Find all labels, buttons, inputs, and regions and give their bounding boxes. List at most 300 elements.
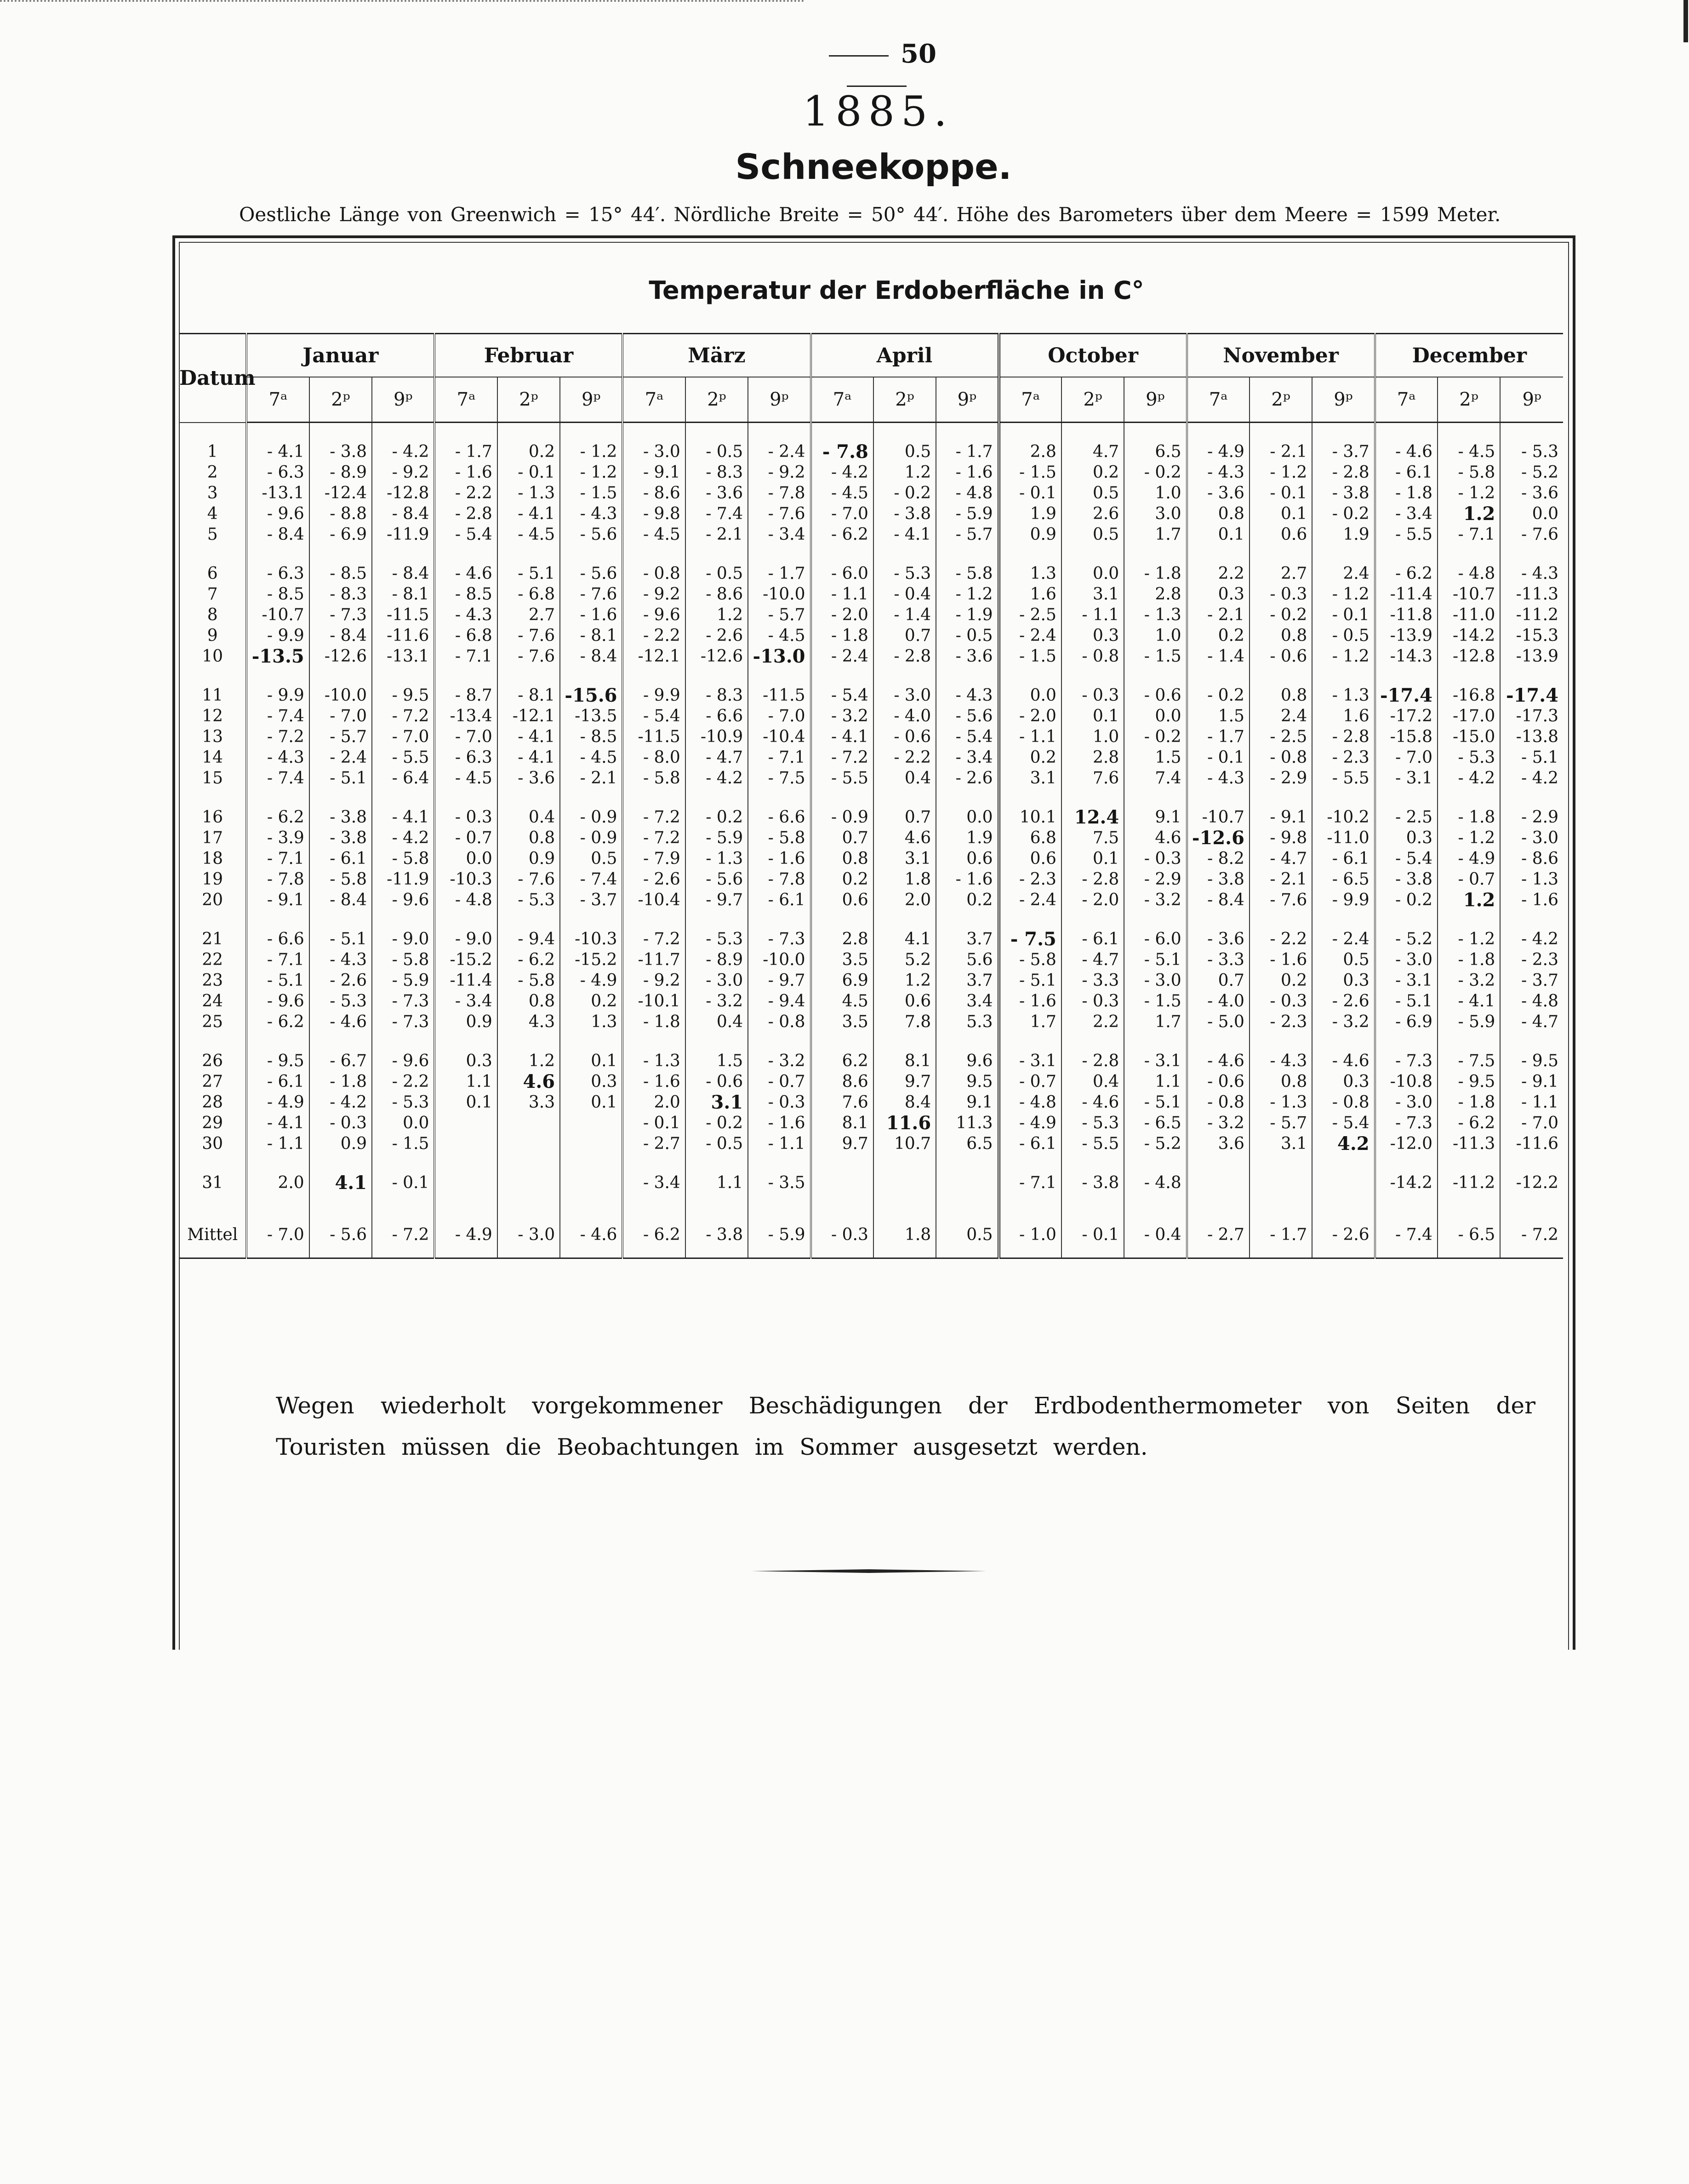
spacer-cell bbox=[309, 1193, 372, 1212]
value-cell: -15.2 bbox=[560, 949, 622, 970]
value-cell: - 8.4 bbox=[1187, 890, 1250, 910]
table-row bbox=[179, 462, 1563, 483]
value-cell: - 8.6 bbox=[622, 483, 685, 503]
value-cell: - 7.5 bbox=[748, 768, 810, 789]
value-cell: - 0.9 bbox=[560, 828, 622, 848]
spacer-cell bbox=[246, 1032, 309, 1051]
spacer-cell bbox=[873, 1193, 936, 1212]
value-cell: - 6.8 bbox=[497, 584, 560, 605]
value-cell: -11.6 bbox=[1500, 1133, 1563, 1154]
spacer-cell bbox=[748, 1154, 810, 1172]
value-cell: - 4.1 bbox=[246, 441, 309, 462]
value-cell: - 3.1 bbox=[1375, 768, 1438, 789]
value-cell: - 3.2 bbox=[685, 991, 748, 1012]
value-cell: 1.7 bbox=[1124, 524, 1187, 545]
value-cell: - 4.1 bbox=[497, 747, 560, 768]
value-cell: - 3.0 bbox=[1500, 828, 1563, 848]
value-cell: - 8.4 bbox=[309, 625, 372, 646]
hour-header: 9ᵖ bbox=[560, 377, 622, 423]
spacer-cell bbox=[1438, 1154, 1500, 1172]
spacer-cell bbox=[372, 789, 434, 807]
value-cell: 1.2 bbox=[873, 970, 936, 991]
value-cell: 2.7 bbox=[497, 605, 560, 625]
value-cell: 1.2 bbox=[1438, 503, 1500, 524]
value-cell: - 5.9 bbox=[936, 503, 999, 524]
datum-cell: 23 bbox=[202, 971, 223, 990]
spacer-cell bbox=[560, 789, 622, 807]
spacer-cell bbox=[1312, 545, 1375, 563]
table-row bbox=[179, 929, 1563, 949]
spacer-cell bbox=[560, 910, 622, 929]
table-row bbox=[179, 646, 1563, 667]
value-cell: - 8.5 bbox=[309, 563, 372, 584]
value-cell: - 4.2 bbox=[811, 462, 873, 483]
value-cell: - 1.5 bbox=[560, 483, 622, 503]
spacer-cell bbox=[999, 789, 1061, 807]
value-cell: - 6.1 bbox=[1312, 848, 1375, 869]
group-spacer bbox=[179, 1193, 1563, 1212]
scan-edge-top bbox=[0, 0, 805, 2]
value-cell: - 7.6 bbox=[1250, 890, 1312, 910]
value-cell: 0.3 bbox=[1187, 584, 1250, 605]
value-cell: 4.5 bbox=[811, 991, 873, 1012]
value-cell: - 7.2 bbox=[1500, 1212, 1563, 1258]
value-cell: - 7.2 bbox=[246, 726, 309, 747]
value-cell: - 2.4 bbox=[999, 625, 1061, 646]
value-cell: - 0.3 bbox=[811, 1212, 873, 1258]
spacer-cell bbox=[748, 667, 810, 685]
table-row bbox=[179, 1133, 1563, 1154]
spacer-cell bbox=[811, 910, 873, 929]
value-cell: - 3.8 bbox=[1187, 869, 1250, 890]
datum-cell: 9 bbox=[207, 626, 218, 645]
value-cell: - 1.6 bbox=[936, 869, 999, 890]
value-cell: - 8.9 bbox=[309, 462, 372, 483]
spacer-cell bbox=[1250, 1032, 1312, 1051]
spacer-cell bbox=[1061, 910, 1124, 929]
spacer-cell bbox=[309, 667, 372, 685]
value-cell: - 4.6 bbox=[1187, 1051, 1250, 1071]
spacer-cell bbox=[309, 423, 372, 442]
value-cell: 0.1 bbox=[1187, 524, 1250, 545]
value-cell: 0.3 bbox=[1375, 828, 1438, 848]
spacer-cell bbox=[246, 423, 309, 442]
value-cell: - 0.3 bbox=[1250, 584, 1312, 605]
value-cell: 2.8 bbox=[1124, 584, 1187, 605]
value-cell: - 7.3 bbox=[748, 929, 810, 949]
group-spacer bbox=[179, 789, 1563, 807]
value-cell: - 5.6 bbox=[560, 563, 622, 584]
spacer-cell bbox=[873, 1154, 936, 1172]
spacer-cell bbox=[999, 1032, 1061, 1051]
spacer-cell bbox=[1187, 423, 1250, 442]
value-cell: - 0.5 bbox=[685, 441, 748, 462]
value-cell: - 5.8 bbox=[372, 848, 434, 869]
value-cell bbox=[560, 1133, 622, 1154]
value-cell: - 9.4 bbox=[748, 991, 810, 1012]
mittel-row bbox=[179, 1212, 1563, 1258]
value-cell: - 3.0 bbox=[1124, 970, 1187, 991]
value-cell: - 2.8 bbox=[873, 646, 936, 667]
spacer-cell bbox=[372, 545, 434, 563]
table-row bbox=[179, 563, 1563, 584]
value-cell: - 5.7 bbox=[1250, 1113, 1312, 1133]
spacer-cell bbox=[434, 545, 497, 563]
datum-cell: 26 bbox=[202, 1052, 223, 1070]
datum-cell: 27 bbox=[202, 1072, 223, 1091]
value-cell: - 5.9 bbox=[748, 1212, 810, 1258]
value-cell: 0.9 bbox=[309, 1133, 372, 1154]
value-cell: 0.5 bbox=[936, 1212, 999, 1258]
value-cell: - 8.5 bbox=[246, 584, 309, 605]
spacer-cell bbox=[1375, 789, 1438, 807]
spacer-cell bbox=[372, 1193, 434, 1212]
value-cell: - 6.2 bbox=[246, 1012, 309, 1032]
value-cell: 10.7 bbox=[873, 1133, 936, 1154]
spacer-cell bbox=[1438, 423, 1500, 442]
value-cell: - 4.1 bbox=[497, 726, 560, 747]
value-cell: - 7.1 bbox=[999, 1172, 1061, 1193]
value-cell: - 1.8 bbox=[1375, 483, 1438, 503]
value-cell: - 0.2 bbox=[873, 483, 936, 503]
value-cell: - 8.9 bbox=[685, 949, 748, 970]
value-cell: - 5.8 bbox=[497, 970, 560, 991]
spacer-cell bbox=[936, 1032, 999, 1051]
hour-header: 2ᵖ bbox=[309, 377, 372, 423]
value-cell: - 4.6 bbox=[434, 563, 497, 584]
value-cell: -12.8 bbox=[372, 483, 434, 503]
value-cell: - 0.3 bbox=[309, 1113, 372, 1133]
value-cell: - 9.0 bbox=[372, 929, 434, 949]
value-cell: - 1.8 bbox=[1124, 563, 1187, 584]
value-cell: - 0.6 bbox=[1124, 685, 1187, 706]
value-cell: 0.5 bbox=[1312, 949, 1375, 970]
month-header: Januar bbox=[246, 334, 434, 377]
value-cell: - 9.1 bbox=[622, 462, 685, 483]
value-cell: -13.5 bbox=[560, 706, 622, 726]
spacer-cell bbox=[1124, 423, 1187, 442]
scan-edge-right bbox=[1683, 0, 1688, 42]
value-cell: - 3.0 bbox=[873, 685, 936, 706]
group-spacer bbox=[179, 910, 1563, 929]
value-cell: - 2.2 bbox=[873, 747, 936, 768]
value-cell: - 5.1 bbox=[1124, 1092, 1187, 1113]
value-cell: - 2.8 bbox=[434, 503, 497, 524]
spacer-cell bbox=[685, 789, 748, 807]
value-cell: 8.4 bbox=[873, 1092, 936, 1113]
value-cell: 4.6 bbox=[1124, 828, 1187, 848]
value-cell: - 5.4 bbox=[434, 524, 497, 545]
page-number-rule-right bbox=[847, 86, 907, 87]
value-cell: - 0.2 bbox=[1375, 890, 1438, 910]
spacer-cell bbox=[622, 789, 685, 807]
value-cell: - 0.1 bbox=[622, 1113, 685, 1133]
hour-header: 7ᵃ bbox=[811, 377, 873, 423]
value-cell: - 8.6 bbox=[685, 584, 748, 605]
spacer-cell bbox=[1375, 545, 1438, 563]
value-cell: - 2.7 bbox=[622, 1133, 685, 1154]
value-cell: - 9.6 bbox=[372, 1051, 434, 1071]
value-cell: 9.1 bbox=[1124, 807, 1187, 828]
value-cell: - 4.3 bbox=[246, 747, 309, 768]
value-cell: - 3.8 bbox=[1375, 869, 1438, 890]
datum-cell: 17 bbox=[202, 829, 223, 847]
spacer-cell bbox=[560, 1154, 622, 1172]
value-cell: - 7.1 bbox=[1438, 524, 1500, 545]
value-cell: - 5.4 bbox=[1375, 848, 1438, 869]
spacer-cell bbox=[1187, 545, 1250, 563]
spacer-cell bbox=[873, 789, 936, 807]
value-cell: - 1.6 bbox=[622, 1071, 685, 1092]
value-cell: - 4.5 bbox=[811, 483, 873, 503]
spacer-cell bbox=[622, 1193, 685, 1212]
spacer-cell bbox=[1061, 423, 1124, 442]
value-cell: 4.1 bbox=[309, 1172, 372, 1193]
spacer-cell bbox=[309, 1032, 372, 1051]
spacer-cell bbox=[246, 1154, 309, 1172]
value-cell: - 3.0 bbox=[685, 970, 748, 991]
value-cell: - 1.1 bbox=[999, 726, 1061, 747]
month-header: Februar bbox=[434, 334, 622, 377]
datum-cell: 8 bbox=[207, 606, 218, 624]
datum-cell: 3 bbox=[207, 484, 218, 503]
value-cell: -12.6 bbox=[1187, 828, 1250, 848]
spacer-cell bbox=[1438, 545, 1500, 563]
value-cell: 0.5 bbox=[873, 441, 936, 462]
temperature-table bbox=[179, 333, 1563, 1259]
value-cell: - 8.8 bbox=[309, 503, 372, 524]
value-cell: - 5.0 bbox=[1187, 1012, 1250, 1032]
spacer-cell bbox=[811, 789, 873, 807]
value-cell: - 9.8 bbox=[1250, 828, 1312, 848]
value-cell: - 1.8 bbox=[811, 625, 873, 646]
value-cell: - 3.5 bbox=[748, 1172, 810, 1193]
value-cell: - 8.1 bbox=[560, 625, 622, 646]
spacer-cell bbox=[1438, 1032, 1500, 1051]
value-cell: - 3.1 bbox=[999, 1051, 1061, 1071]
value-cell: - 6.1 bbox=[748, 890, 810, 910]
spacer-cell bbox=[1061, 1032, 1124, 1051]
value-cell: - 4.3 bbox=[434, 605, 497, 625]
spacer-cell bbox=[434, 910, 497, 929]
value-cell: - 6.1 bbox=[309, 848, 372, 869]
hour-header: 7ᵃ bbox=[246, 377, 309, 423]
datum-cell: 12 bbox=[202, 707, 223, 726]
value-cell: - 0.1 bbox=[1061, 1212, 1124, 1258]
value-cell: - 5.1 bbox=[1124, 949, 1187, 970]
table-row bbox=[179, 685, 1563, 706]
value-cell: -15.6 bbox=[560, 685, 622, 706]
value-cell: 0.5 bbox=[1061, 483, 1124, 503]
value-cell: - 2.8 bbox=[1312, 726, 1375, 747]
value-cell: - 5.2 bbox=[1500, 462, 1563, 483]
value-cell: - 1.7 bbox=[1250, 1212, 1312, 1258]
spacer-cell bbox=[179, 910, 246, 929]
table-row bbox=[179, 970, 1563, 991]
value-cell: - 5.4 bbox=[811, 685, 873, 706]
value-cell: 1.0 bbox=[1124, 625, 1187, 646]
value-cell: - 9.2 bbox=[622, 584, 685, 605]
spacer-cell bbox=[1312, 1193, 1375, 1212]
value-cell: 1.7 bbox=[1124, 1012, 1187, 1032]
value-cell: 3.6 bbox=[1187, 1133, 1250, 1154]
spacer-cell bbox=[497, 545, 560, 563]
value-cell: - 6.9 bbox=[309, 524, 372, 545]
value-cell: -10.7 bbox=[1187, 807, 1250, 828]
value-cell: - 6.2 bbox=[811, 524, 873, 545]
value-cell: 0.0 bbox=[1500, 503, 1563, 524]
value-cell: - 3.2 bbox=[1312, 1012, 1375, 1032]
spacer-cell bbox=[560, 545, 622, 563]
value-cell: - 4.2 bbox=[309, 1092, 372, 1113]
value-cell: - 2.9 bbox=[1124, 869, 1187, 890]
value-cell: - 7.0 bbox=[1500, 1113, 1563, 1133]
value-cell: - 5.1 bbox=[497, 563, 560, 584]
spacer-cell bbox=[372, 1154, 434, 1172]
value-cell: - 1.5 bbox=[372, 1133, 434, 1154]
value-cell: - 6.2 bbox=[1438, 1113, 1500, 1133]
table-row bbox=[179, 726, 1563, 747]
spacer-cell bbox=[1312, 1032, 1375, 1051]
spacer-cell bbox=[1375, 910, 1438, 929]
value-cell: - 0.7 bbox=[434, 828, 497, 848]
value-cell: - 3.8 bbox=[309, 828, 372, 848]
value-cell: - 2.6 bbox=[1312, 1212, 1375, 1258]
value-cell: 0.0 bbox=[434, 848, 497, 869]
value-cell: -10.2 bbox=[1312, 807, 1375, 828]
value-cell: 0.0 bbox=[1124, 706, 1187, 726]
value-cell: 3.0 bbox=[1124, 503, 1187, 524]
value-cell: - 1.2 bbox=[560, 441, 622, 462]
value-cell: - 9.8 bbox=[622, 503, 685, 524]
value-cell: - 2.6 bbox=[622, 869, 685, 890]
value-cell: - 3.0 bbox=[1375, 949, 1438, 970]
hour-header: 2ᵖ bbox=[873, 377, 936, 423]
value-cell: 3.1 bbox=[999, 768, 1061, 789]
value-cell: -11.0 bbox=[1438, 605, 1500, 625]
value-cell: - 7.8 bbox=[246, 869, 309, 890]
value-cell: - 1.6 bbox=[936, 462, 999, 483]
spacer-cell bbox=[685, 1032, 748, 1051]
value-cell: - 0.1 bbox=[372, 1172, 434, 1193]
value-cell: - 3.2 bbox=[748, 1051, 810, 1071]
value-cell: - 4.6 bbox=[1312, 1051, 1375, 1071]
value-cell: - 8.6 bbox=[1500, 848, 1563, 869]
value-cell: 0.7 bbox=[811, 828, 873, 848]
value-cell: 3.7 bbox=[936, 970, 999, 991]
spacer-cell bbox=[1312, 789, 1375, 807]
year-heading: 1885. bbox=[803, 87, 953, 136]
value-cell: 10.1 bbox=[999, 807, 1061, 828]
value-cell: - 8.4 bbox=[372, 503, 434, 524]
value-cell: - 9.5 bbox=[1500, 1051, 1563, 1071]
spacer-cell bbox=[1312, 910, 1375, 929]
datum-cell: 31 bbox=[202, 1173, 223, 1192]
value-cell: 1.2 bbox=[685, 605, 748, 625]
value-cell: - 3.0 bbox=[497, 1212, 560, 1258]
value-cell: - 1.3 bbox=[685, 848, 748, 869]
spacer-cell bbox=[811, 423, 873, 442]
table-row bbox=[179, 625, 1563, 646]
value-cell: - 9.1 bbox=[1500, 1071, 1563, 1092]
spacer-cell bbox=[309, 1154, 372, 1172]
hour-header: 9ᵖ bbox=[1500, 377, 1563, 423]
spacer-cell bbox=[1124, 545, 1187, 563]
value-cell: - 5.5 bbox=[1312, 768, 1375, 789]
value-cell: - 1.4 bbox=[1187, 646, 1250, 667]
value-cell: - 7.1 bbox=[434, 646, 497, 667]
datum-cell: 13 bbox=[202, 727, 223, 746]
value-cell bbox=[434, 1133, 497, 1154]
value-cell: - 4.9 bbox=[434, 1212, 497, 1258]
value-cell: - 6.3 bbox=[246, 462, 309, 483]
value-cell: - 3.2 bbox=[811, 706, 873, 726]
value-cell bbox=[560, 1113, 622, 1133]
value-cell: 0.5 bbox=[1061, 524, 1124, 545]
spacer-cell bbox=[873, 1032, 936, 1051]
datum-cell: 1 bbox=[207, 442, 218, 461]
spacer-cell bbox=[622, 423, 685, 442]
hour-header: 2ᵖ bbox=[1438, 377, 1500, 423]
value-cell: - 1.6 bbox=[434, 462, 497, 483]
value-cell: - 5.7 bbox=[936, 524, 999, 545]
value-cell: - 5.1 bbox=[309, 929, 372, 949]
spacer-cell bbox=[1061, 667, 1124, 685]
spacer-cell bbox=[1250, 910, 1312, 929]
spacer-cell bbox=[685, 910, 748, 929]
value-cell: - 7.6 bbox=[1500, 524, 1563, 545]
value-cell: - 1.6 bbox=[748, 848, 810, 869]
value-cell: - 5.1 bbox=[246, 970, 309, 991]
value-cell: 0.8 bbox=[1250, 625, 1312, 646]
spacer-cell bbox=[1375, 667, 1438, 685]
value-cell: -11.4 bbox=[1375, 584, 1438, 605]
spacer-cell bbox=[497, 789, 560, 807]
spacer-cell bbox=[179, 423, 246, 442]
value-cell: -15.2 bbox=[434, 949, 497, 970]
value-cell: - 5.3 bbox=[1438, 747, 1500, 768]
value-cell: 0.2 bbox=[1187, 625, 1250, 646]
value-cell: - 2.4 bbox=[999, 890, 1061, 910]
spacer-cell bbox=[1500, 789, 1563, 807]
value-cell: - 7.3 bbox=[1375, 1051, 1438, 1071]
value-cell: -10.3 bbox=[434, 869, 497, 890]
value-cell: - 0.8 bbox=[748, 1012, 810, 1032]
value-cell: - 7.0 bbox=[748, 706, 810, 726]
value-cell: - 0.7 bbox=[999, 1071, 1061, 1092]
spacer-cell bbox=[936, 1154, 999, 1172]
value-cell: - 9.5 bbox=[246, 1051, 309, 1071]
value-cell: - 1.2 bbox=[1312, 584, 1375, 605]
value-cell: - 5.5 bbox=[1375, 524, 1438, 545]
value-cell: - 3.0 bbox=[622, 441, 685, 462]
value-cell: 3.4 bbox=[936, 991, 999, 1012]
spacer-cell bbox=[1124, 1154, 1187, 1172]
spacer-cell bbox=[434, 789, 497, 807]
spacer-cell bbox=[1061, 545, 1124, 563]
value-cell: - 7.0 bbox=[1375, 747, 1438, 768]
value-cell: - 4.3 bbox=[1187, 462, 1250, 483]
spacer-cell bbox=[179, 789, 246, 807]
spacer-cell bbox=[999, 1154, 1061, 1172]
spacer-cell bbox=[685, 1193, 748, 1212]
value-cell: - 5.3 bbox=[685, 929, 748, 949]
value-cell: - 1.1 bbox=[811, 584, 873, 605]
value-cell: 3.5 bbox=[811, 949, 873, 970]
station-name: Schneekoppe. bbox=[735, 146, 1012, 187]
value-cell: - 1.7 bbox=[1187, 726, 1250, 747]
spacer-cell bbox=[811, 1193, 873, 1212]
